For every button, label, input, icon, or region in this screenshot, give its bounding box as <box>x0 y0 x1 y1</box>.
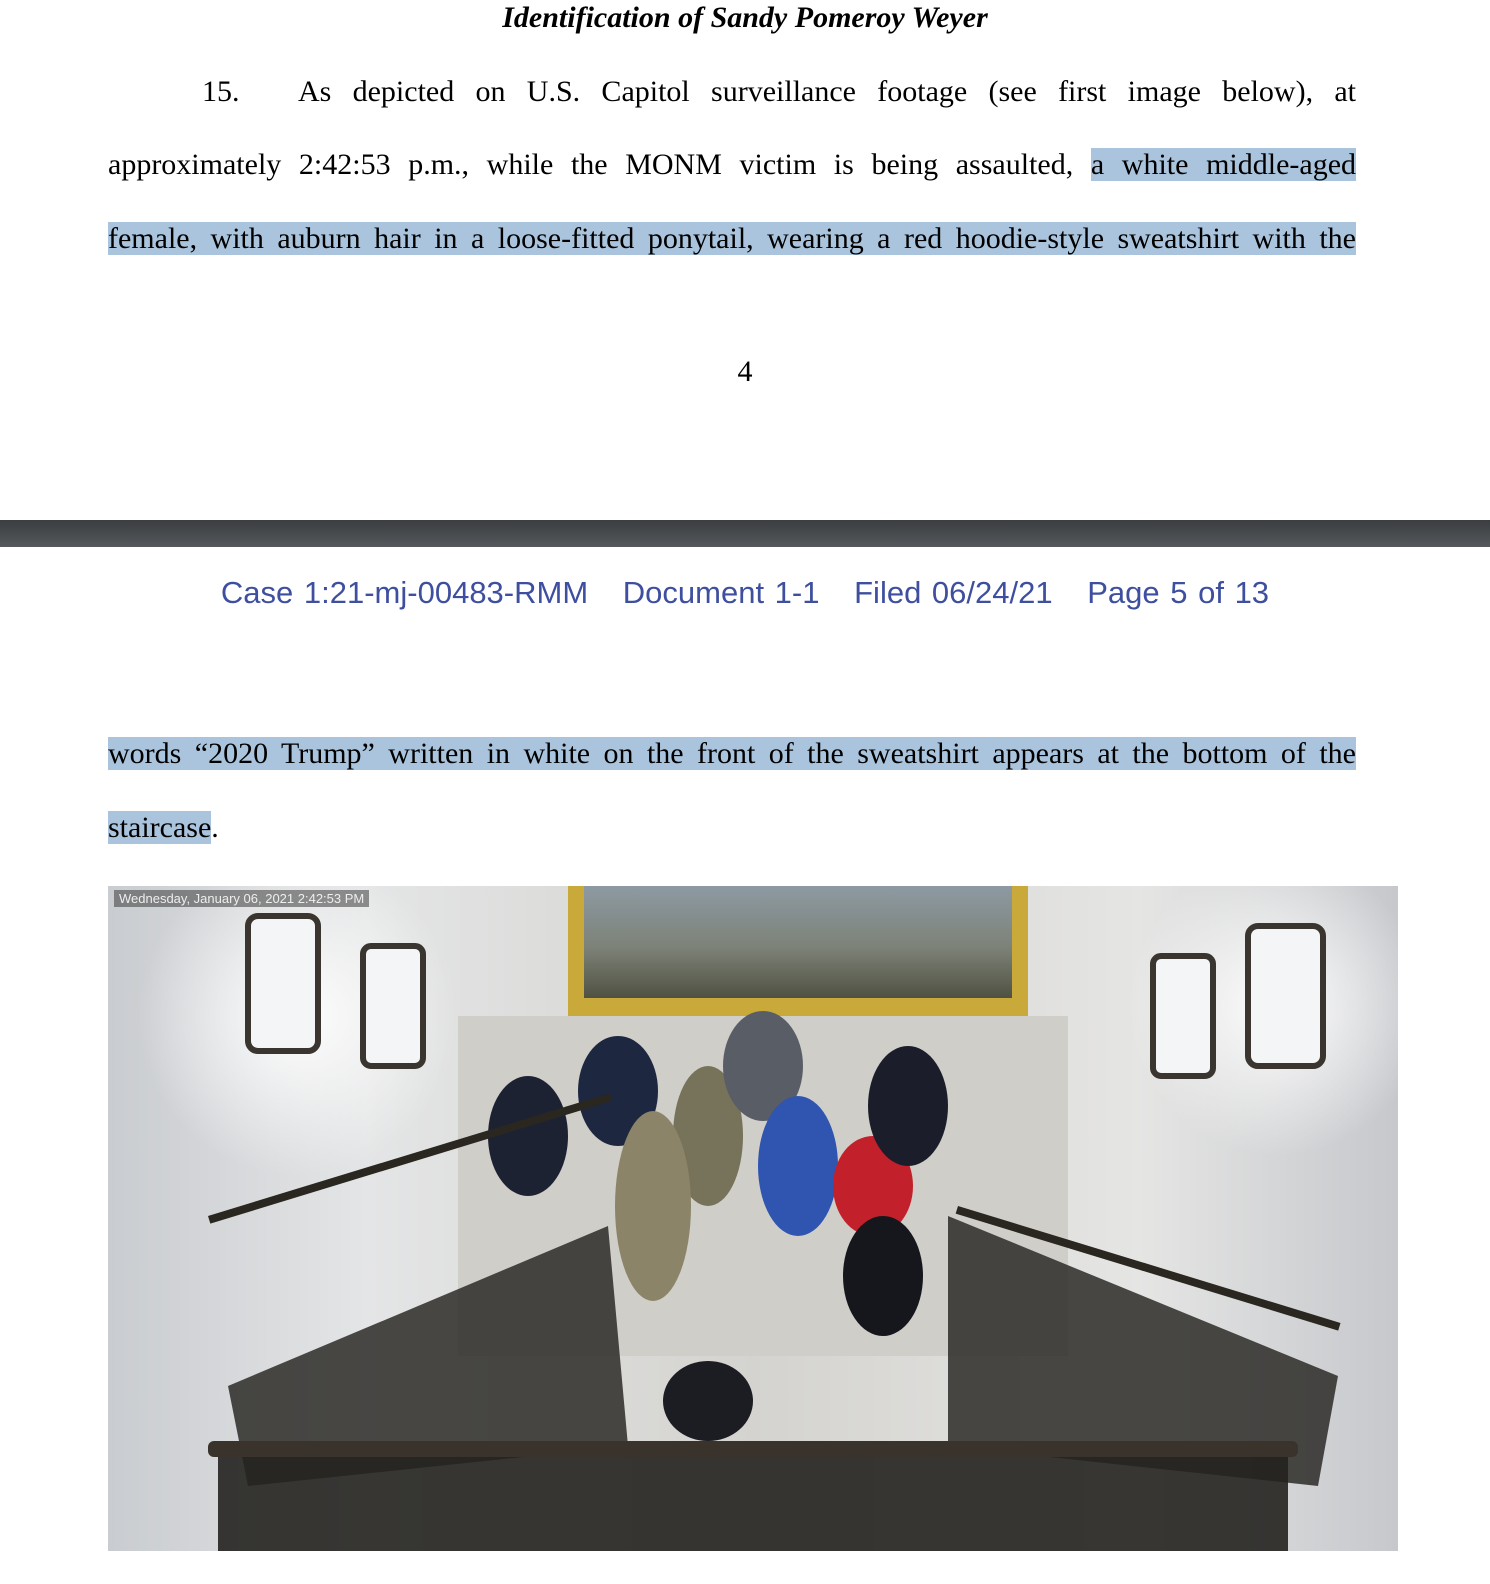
surveillance-image <box>108 886 1398 1551</box>
page-count: Page 5 of 13 <box>1087 575 1270 610</box>
document-number: Document 1-1 <box>622 575 820 610</box>
staircase-scene <box>108 886 1398 1551</box>
case-number: Case 1:21-mj-00483-RMM <box>220 575 589 610</box>
page-number: 4 <box>737 355 753 388</box>
paragraph-number: 15. <box>202 75 240 108</box>
page-5 <box>0 547 1490 1584</box>
painting <box>584 886 1012 998</box>
paragraph-line-3 <box>108 219 1356 259</box>
paragraph-line-4 <box>108 734 1356 774</box>
case-header <box>0 575 1490 611</box>
highlighted-text: a white middle-aged <box>1090 148 1357 181</box>
paragraph-line-2-text: approximately 2:42:53 p.m., while the MONM victim is being assaulted, <box>108 148 1074 181</box>
highlighted-text: words “2020 Trump” written in white on the front of the sweatshirt appears at the bottom of the <box>108 737 1356 770</box>
video-timestamp: Wednesday, January 06, 2021 2:42:53 PM <box>114 890 369 907</box>
paragraph-line-5 <box>108 808 1356 848</box>
page-4 <box>0 0 1490 520</box>
period: . <box>211 811 219 844</box>
highlighted-text: female, with auburn hair in a loose-fitted ponytail, wearing a red hoodie-style sweatshirt with the <box>108 222 1356 255</box>
page-divider <box>0 520 1490 547</box>
filed-date: Filed 06/24/21 <box>854 575 1053 610</box>
paragraph-line-2 <box>108 145 1356 185</box>
paragraph-line-1-text: As depicted on U.S. Capitol surveillance footage (see first image below), at <box>298 75 1356 108</box>
section-heading: Identification of Sandy Pomeroy Weyer <box>502 1 988 34</box>
highlighted-text: staircase <box>108 811 212 844</box>
